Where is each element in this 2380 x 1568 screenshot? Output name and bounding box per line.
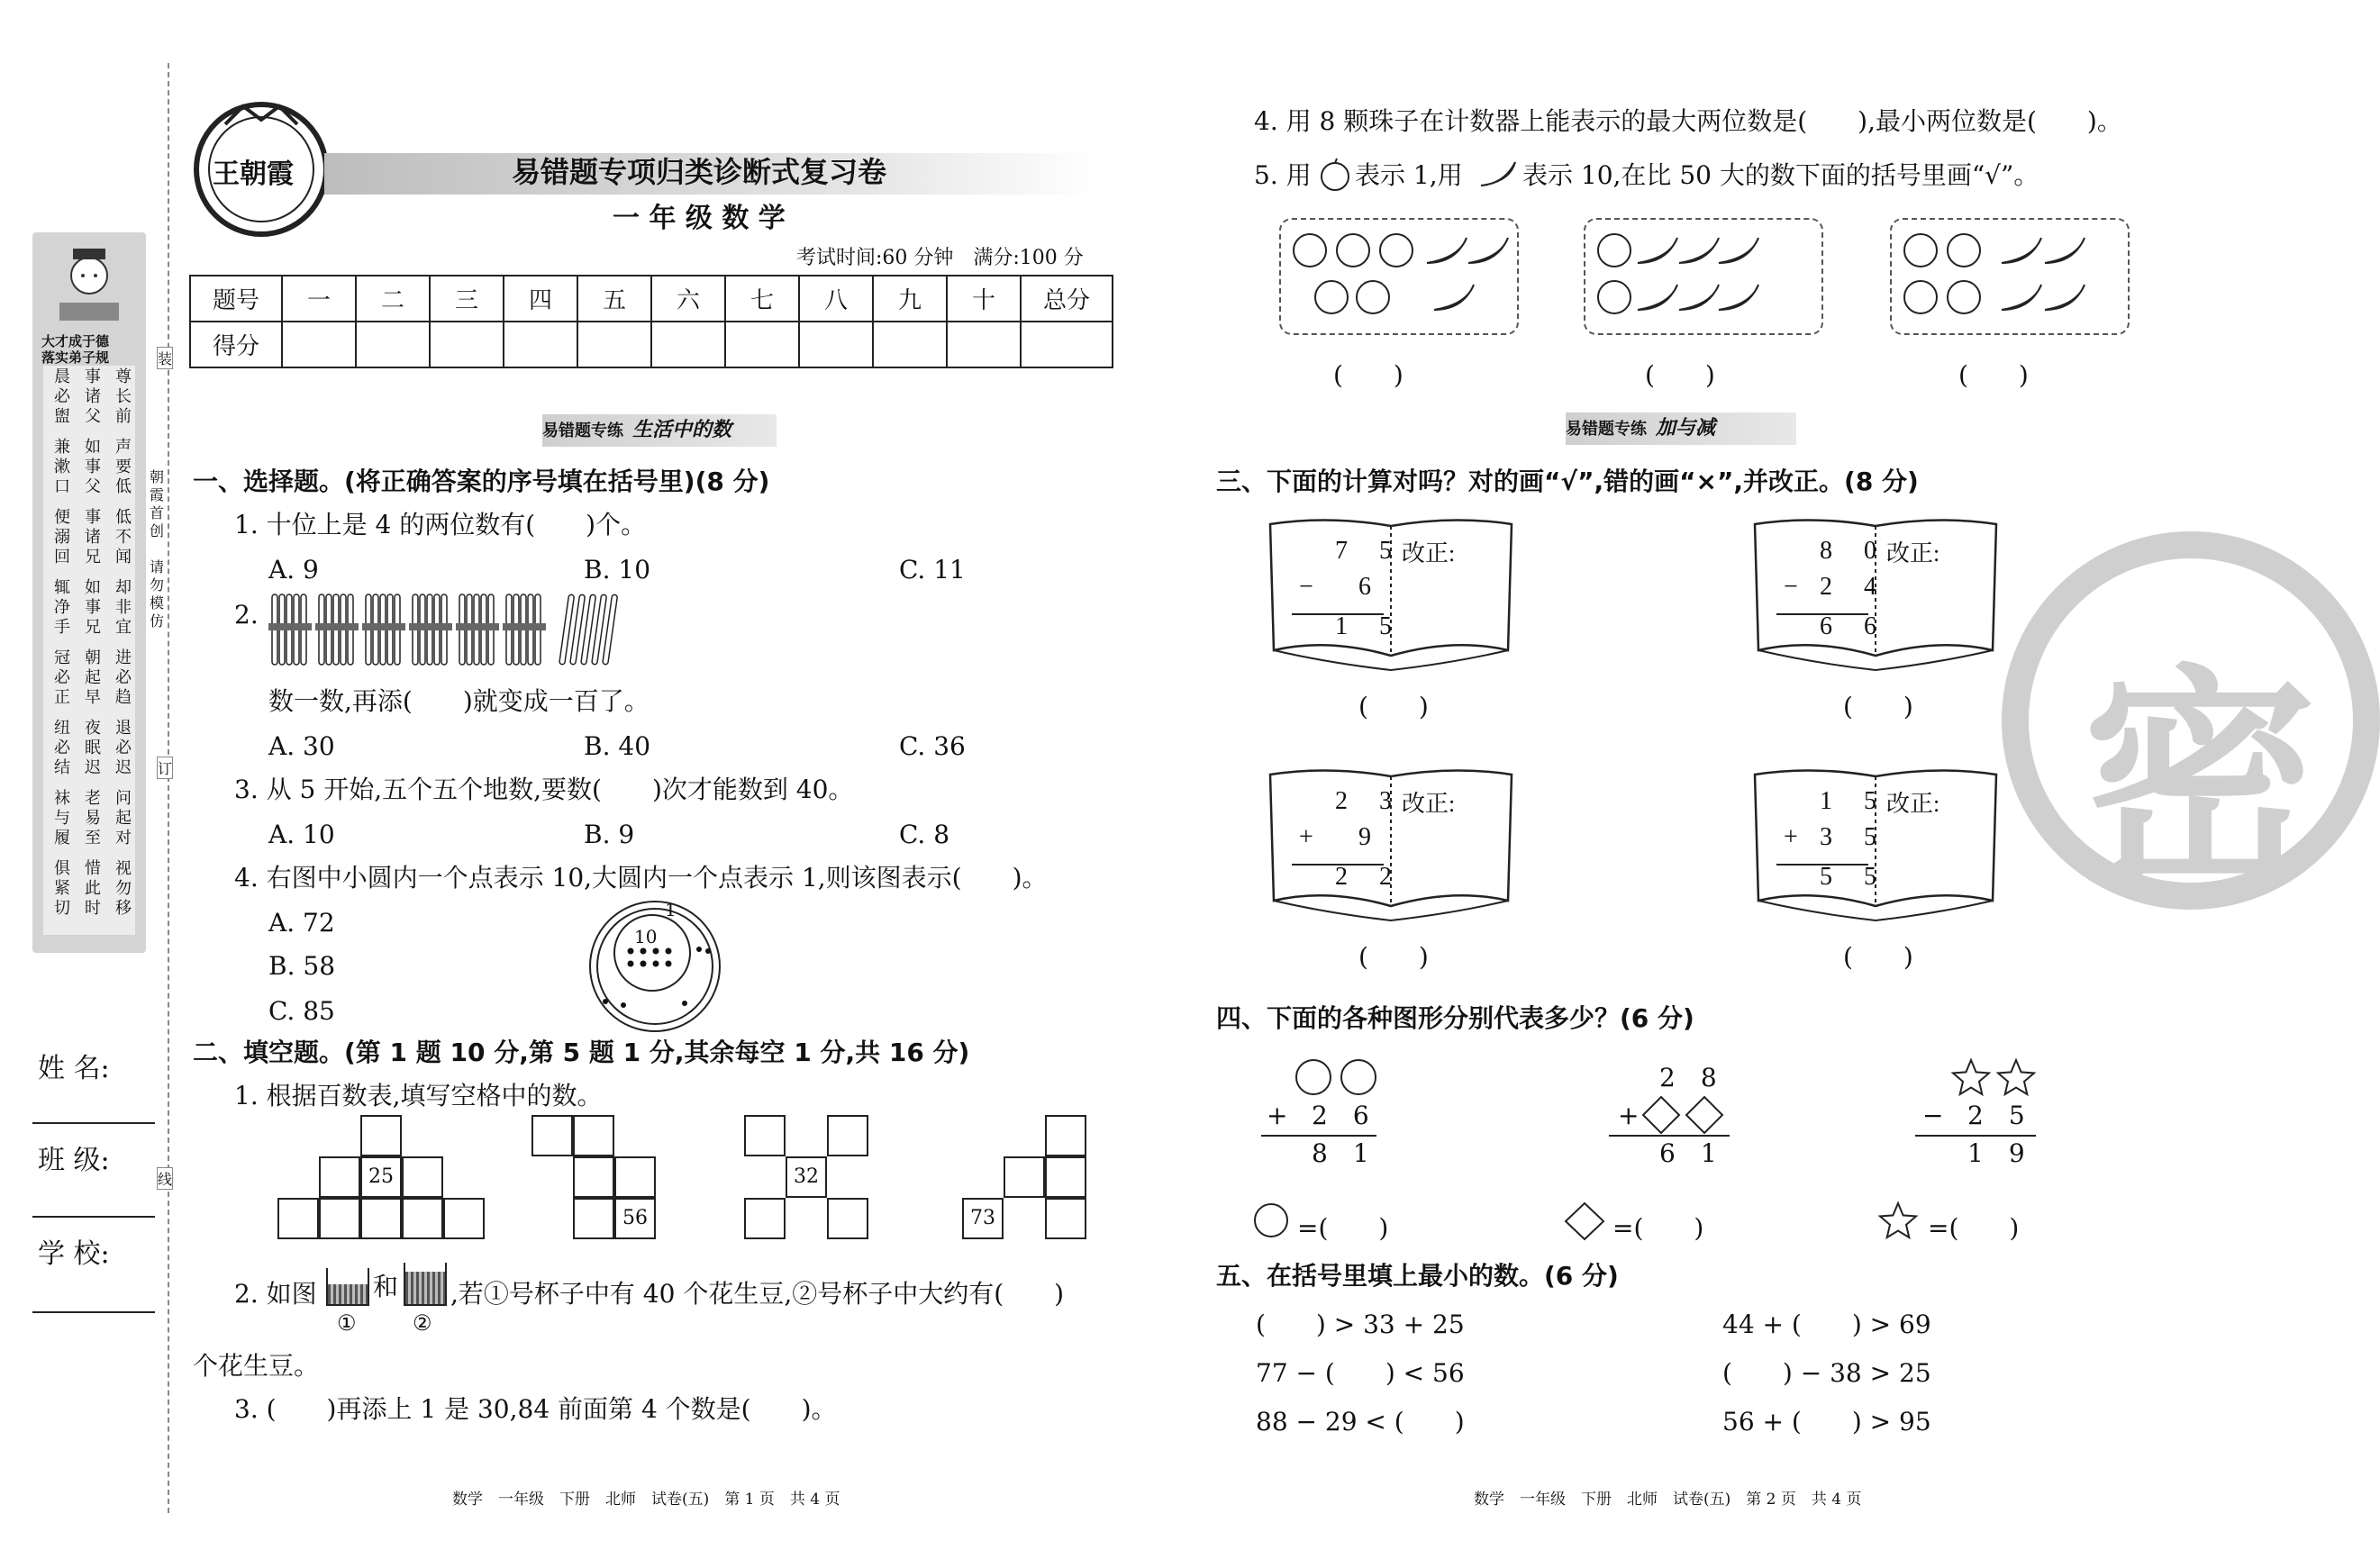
s2-q1: 1. 根据百数表,填写空格中的数。 [234, 1081, 603, 1110]
banana-icon [1719, 285, 1758, 310]
badge-left-tag: 易错题专练 [542, 421, 623, 440]
motto-2: 落实弟子规 [41, 349, 110, 366]
grid1-cell [277, 1198, 319, 1239]
s5-item-2[interactable]: 44 + ( ) > 69 [1722, 1310, 1931, 1339]
s1-q4: 4. 右图中小圆内一个点表示 10,大圆内一个点表示 1,则该图表示( )。 [234, 863, 1048, 893]
section5-title: 五、在括号里填上最小的数。(6 分) [1216, 1261, 1619, 1291]
badge-left [542, 414, 777, 447]
s1-q2: 数一数,再添( )就变成一百了。 [268, 686, 650, 716]
p3-r: 1 9 [1967, 1138, 2025, 1168]
motto-column: 退必迟 [115, 719, 132, 777]
calc-judge-answer[interactable]: ( ) [1358, 692, 1429, 721]
stick-bundle-icon [315, 594, 359, 665]
s1-q1-opt-a: A. 9 [268, 555, 319, 585]
stick-bundle-icon [503, 594, 546, 665]
score-header-cell: 总分 [1021, 276, 1113, 322]
motto-column: 事诸兄 [85, 508, 101, 566]
motto-column: 便溺回 [54, 508, 70, 566]
score-header-cell: 三 [430, 276, 504, 322]
p1-line [1261, 1135, 1376, 1137]
grid3-cell [744, 1115, 786, 1156]
score-header-cell: 二 [356, 276, 430, 322]
score-cell[interactable] [282, 322, 356, 367]
stick-bundle-icon [409, 594, 452, 665]
grid2-cell [614, 1156, 656, 1198]
inner-circle-label: 10 [634, 926, 658, 947]
bead-circles-diagram [587, 899, 722, 1034]
p2-top: 2 8 [1659, 1063, 1717, 1092]
side-note-2: 请勿模仿 [150, 558, 165, 630]
fruit-answer-1[interactable]: ( ) [1333, 360, 1403, 390]
banana-icon [1477, 159, 1519, 191]
score-cell[interactable] [356, 322, 430, 367]
grid1-cell [360, 1115, 402, 1156]
apple-icon [1357, 281, 1389, 313]
stick-bundle-icon [362, 594, 405, 665]
apple-icon [1337, 234, 1369, 267]
scholar-icon [50, 240, 128, 330]
r-q4: 4. 用 8 颗珠子在计数器上能表示的最大两位数是( ),最小两位数是( )。 [1254, 106, 2122, 136]
star-icon [1877, 1200, 1919, 1241]
s5-item-3[interactable]: 77 − ( ) < 56 [1256, 1358, 1465, 1388]
apple-icon [1294, 234, 1326, 267]
motto-column: 晨必盥 [54, 367, 70, 426]
banana-icon [2002, 238, 2041, 263]
p1-op: + [1267, 1101, 1288, 1130]
grid2-cell[interactable]: 56 [614, 1198, 656, 1239]
score-header-cell: 七 [725, 276, 799, 322]
score-cell[interactable] [430, 322, 504, 367]
star-answer[interactable]: =( ) [1928, 1213, 2020, 1243]
section3-title: 三、下面的计算对吗？对的画“√”,错的画“×”,并改正。(8 分) [1216, 467, 1919, 496]
p1-b: 2 6 [1312, 1101, 1369, 1130]
grid2-cell [573, 1156, 614, 1198]
calc-operator: + [1784, 823, 1811, 851]
s5-item-1[interactable]: ( ) > 33 + 25 [1256, 1310, 1465, 1339]
s1-q2-opt-c: C. 36 [899, 731, 966, 761]
r-q5-c: 表示 10,在比 50 大的数下面的括号里画“√”。 [1522, 160, 2039, 190]
fruit-answer-3[interactable]: ( ) [1958, 360, 2029, 390]
grid4-cell [1045, 1115, 1086, 1156]
grid4-cell [1045, 1198, 1086, 1239]
s1-q1-opt-b: B. 10 [584, 555, 651, 585]
s5-item-4[interactable]: ( ) − 38 > 25 [1722, 1358, 1931, 1388]
star-icon [1880, 1203, 1916, 1237]
motto-column: 纽必结 [54, 719, 70, 777]
calc-addend-b: 3 5 [1820, 823, 1889, 851]
bind-mark-1: 装 [157, 347, 173, 369]
fruit-icons [1279, 218, 2126, 335]
s2-q2-and: 和 [373, 1272, 399, 1301]
class-label: 班 级: [38, 1145, 110, 1176]
banana-icon [2002, 285, 2041, 310]
calc-book [1749, 766, 2002, 928]
score-cell[interactable] [1021, 322, 1113, 367]
score-cell[interactable] [725, 322, 799, 367]
motto-column: 袜与履 [54, 789, 70, 847]
cup-1-icon [326, 1268, 369, 1306]
score-header-cell: 九 [873, 276, 947, 322]
calc-operator: − [1299, 573, 1326, 601]
banana-icon [1427, 238, 1467, 263]
banana-icon [1679, 285, 1719, 310]
motto-column: 朝起早 [85, 648, 101, 707]
diamond-answer[interactable]: =( ) [1612, 1213, 1704, 1243]
calc-result: 1 5 [1335, 612, 1404, 640]
sidebar-panel [32, 232, 146, 953]
grid1-cell [319, 1156, 360, 1198]
calc-operator: + [1299, 823, 1326, 851]
s1-q1: 1. 十位上是 4 的两位数有( )个。 [234, 510, 647, 539]
fix-label: 改正: [1886, 791, 1940, 817]
logo-text: 王朝霞 [213, 159, 294, 190]
bind-mark-2: 订 [157, 757, 173, 779]
footer-left: 数学 一年级 下册 北师 试卷(五) 第 1 页 共 4 页 [452, 1491, 840, 1509]
motto-column: 进必趋 [115, 648, 132, 707]
school-line[interactable] [32, 1311, 155, 1313]
s1-q2-opt-a: A. 30 [268, 731, 335, 761]
motto-column: 俱紧切 [54, 859, 70, 918]
badge-left-topic: 生活中的数 [632, 419, 732, 441]
s2-q3: 3. ( )再添上 1 是 30,84 前面第 4 个数是( )。 [234, 1394, 837, 1424]
score-header-cell: 十 [947, 276, 1021, 322]
banana-icon [2045, 285, 2085, 310]
grid2-cell [573, 1115, 614, 1156]
score-cell[interactable] [651, 322, 725, 367]
fix-label: 改正: [1402, 791, 1456, 817]
p3-op: − [1922, 1101, 1944, 1130]
s5-item-6[interactable]: 56 + ( ) > 95 [1722, 1407, 1931, 1437]
score-cell[interactable] [873, 322, 947, 367]
r-q5-a: 5. 用 [1254, 160, 1312, 190]
calc-book [1749, 515, 2002, 677]
cup-1-label: ① [337, 1310, 357, 1336]
p2-r: 6 1 [1659, 1138, 1717, 1168]
page-subtitle: 一 年 级 数 学 [613, 203, 786, 234]
section4-title: 四、下面的各种图形分别代表多少？(6 分) [1216, 1003, 1694, 1033]
grid2-cell [573, 1198, 614, 1239]
banana-icon [1638, 238, 1677, 263]
motto-column: 兼漱口 [54, 438, 70, 496]
calc-result: 2 2 [1335, 863, 1404, 891]
grid3-cell [827, 1198, 868, 1239]
grid1-cell [443, 1198, 485, 1239]
binding-line [168, 63, 169, 1513]
s1-q3: 3. 从 5 开始,五个五个地数,要数( )次才能数到 40。 [234, 775, 854, 804]
side-note-1: 朝霞首创 [150, 468, 165, 539]
calc-book [1265, 766, 1517, 928]
calc-addend-a: 1 5 [1820, 787, 1889, 815]
s1-q1-opt-c: C. 11 [899, 555, 966, 585]
s1-q4-opt-c: C. 85 [268, 996, 335, 1026]
motto-column: 事诸父 [85, 367, 101, 426]
class-line[interactable] [32, 1216, 155, 1218]
calc-addend-b: 9 [1358, 823, 1384, 851]
banana-icon [1679, 238, 1719, 263]
section2-title: 二、填空题。(第 1 题 10 分,第 5 题 1 分,其余每空 1 分,共 16 分) [193, 1038, 970, 1067]
score-header-cell: 题号 [190, 276, 282, 322]
score-cell[interactable] [577, 322, 651, 367]
grid1-cell [319, 1198, 360, 1239]
cup-2-icon [404, 1263, 447, 1306]
name-label: 姓 名: [38, 1053, 110, 1084]
grid2-cell [531, 1115, 573, 1156]
circle-icon [1252, 1201, 1290, 1239]
score-header-cell: 六 [651, 276, 725, 322]
apple-icon [1598, 234, 1631, 267]
grid3-cell[interactable]: 32 [786, 1156, 827, 1198]
stick-bundles-icon [267, 591, 627, 672]
motto-column: 夜眠迟 [85, 719, 101, 777]
r-q5-b: 表示 1,用 [1355, 160, 1463, 190]
motto-column: 低不闻 [115, 508, 132, 566]
calc-addend-a: 2 3 [1335, 787, 1404, 815]
s2-q2-a: 2. 如图 [234, 1279, 317, 1309]
stick-bundle-icon [456, 594, 499, 665]
apple-icon [1315, 281, 1348, 313]
calc-addend-b: 2 4 [1820, 573, 1889, 601]
motto-column: 却非宜 [115, 578, 132, 637]
score-header-cell: 一 [282, 276, 356, 322]
apple-icon [1948, 234, 1980, 267]
exam-info: 考试时间:60 分钟 满分:100 分 [796, 247, 1084, 269]
motto-column: 尊长前 [115, 367, 132, 426]
p1-r: 8 1 [1312, 1138, 1369, 1168]
score-header-cell: 四 [504, 276, 577, 322]
s1-q4-opt-a: A. 72 [268, 908, 335, 938]
motto-1: 大才成于德 [41, 333, 110, 349]
star-icon [1998, 1060, 2034, 1094]
s2-q2-b: ,若①号杯子中有 40 个花生豆,②号杯子中大约有( ) [450, 1279, 1065, 1309]
school-label: 学 校: [38, 1238, 110, 1270]
calc-result: 6 6 [1820, 612, 1889, 640]
diamond-pair-icon [1641, 1095, 1731, 1135]
s5-item-5[interactable]: 88 − 29 < ( ) [1256, 1407, 1465, 1437]
score-table [189, 275, 1113, 368]
circle-pair-icon [1294, 1057, 1384, 1097]
badge-right-tag: 易错题专练 [1566, 420, 1647, 439]
stick-bundle-icon [268, 594, 312, 665]
name-line[interactable] [32, 1122, 155, 1124]
grid1-cell [402, 1156, 443, 1198]
s1-q2-opt-b: B. 40 [584, 731, 651, 761]
bind-mark-3: 线 [157, 1167, 173, 1190]
grid3-cell [744, 1198, 786, 1239]
circle-answer[interactable]: =( ) [1297, 1213, 1389, 1243]
motto-column: 问起对 [115, 789, 132, 847]
outer-circle-label: 1 [665, 899, 677, 920]
calc-addend-a: 8 0 [1820, 537, 1889, 565]
p3-b: 2 5 [1967, 1101, 2025, 1130]
grid3-cell [827, 1115, 868, 1156]
motto-column: 辄净手 [54, 578, 70, 637]
s1-q3-opt-b: B. 9 [584, 820, 635, 849]
apple-icon [1598, 281, 1631, 313]
badge-right-topic: 加与减 [1656, 417, 1716, 440]
motto-column: 惜此时 [85, 859, 101, 918]
footer-right: 数学 一年级 下册 北师 试卷(五) 第 2 页 共 4 页 [1474, 1491, 1862, 1509]
motto-column: 视勿移 [115, 859, 132, 918]
calc-book [1265, 515, 1517, 677]
grid4-cell [1004, 1156, 1045, 1198]
motto-column: 如事兄 [85, 578, 101, 637]
s1-q3-opt-c: C. 8 [899, 820, 950, 849]
grid1-cell[interactable]: 25 [360, 1156, 402, 1198]
banana-icon [1468, 238, 1508, 263]
s2-q2-c: 个花生豆。 [193, 1351, 320, 1381]
motto-column: 声要低 [115, 438, 132, 496]
secret-stamp [2002, 531, 2380, 919]
calc-result: 5 5 [1820, 863, 1889, 891]
section1-title: 一、选择题。(将正确答案的序号填在括号里)(8 分) [193, 467, 770, 496]
diamond-icon [1564, 1201, 1605, 1241]
stamp-glyph: 密 [2083, 647, 2317, 919]
grid1-cell [360, 1198, 402, 1239]
banana-icon [2045, 238, 2085, 263]
apple-icon [1904, 281, 1937, 313]
score-cell[interactable] [504, 322, 577, 367]
calc-judge-answer[interactable]: ( ) [1358, 942, 1429, 972]
score-header-cell: 五 [577, 276, 651, 322]
score-cell[interactable] [799, 322, 873, 367]
banana-icon [1434, 285, 1474, 310]
motto-column: 如事父 [85, 438, 101, 496]
fix-label: 改正: [1886, 540, 1940, 566]
star-pair-icon [1949, 1056, 2039, 1097]
p3-line [1915, 1135, 2036, 1137]
banana-icon [1719, 238, 1758, 263]
calc-judge-answer[interactable]: ( ) [1843, 692, 1913, 721]
score-cell[interactable] [947, 322, 1021, 367]
apple-icon [1948, 281, 1980, 313]
score-header-cell: 八 [799, 276, 873, 322]
calc-operator: − [1784, 573, 1811, 601]
badge-right [1566, 412, 1796, 445]
grid4-cell[interactable]: 73 [962, 1198, 1004, 1239]
grid1-cell [402, 1198, 443, 1239]
apple-icon [1380, 234, 1413, 267]
motto-column: 老易至 [85, 789, 101, 847]
p2-op: + [1618, 1101, 1640, 1130]
banana-icon [1638, 285, 1677, 310]
cup-2-label: ② [413, 1310, 432, 1336]
calc-judge-answer[interactable]: ( ) [1843, 942, 1913, 972]
calc-addend-b: 6 [1358, 573, 1384, 601]
motto-column: 冠必正 [54, 648, 70, 707]
score-row-label: 得分 [190, 322, 282, 367]
grid4-cell [1045, 1156, 1086, 1198]
calc-addend-a: 7 5 [1335, 537, 1404, 565]
page-title: 易错题专项归类诊断式复习卷 [512, 155, 887, 189]
apple-icon [1904, 234, 1937, 267]
apple-icon [1317, 159, 1353, 191]
s1-q4-opt-b: B. 58 [268, 951, 336, 981]
s1-q2-num: 2. [234, 600, 259, 630]
star-icon [1953, 1060, 1989, 1094]
p2-line [1609, 1135, 1730, 1137]
fix-label: 改正: [1402, 540, 1456, 566]
fruit-answer-2[interactable]: ( ) [1645, 360, 1715, 390]
s1-q3-opt-a: A. 10 [268, 820, 335, 849]
